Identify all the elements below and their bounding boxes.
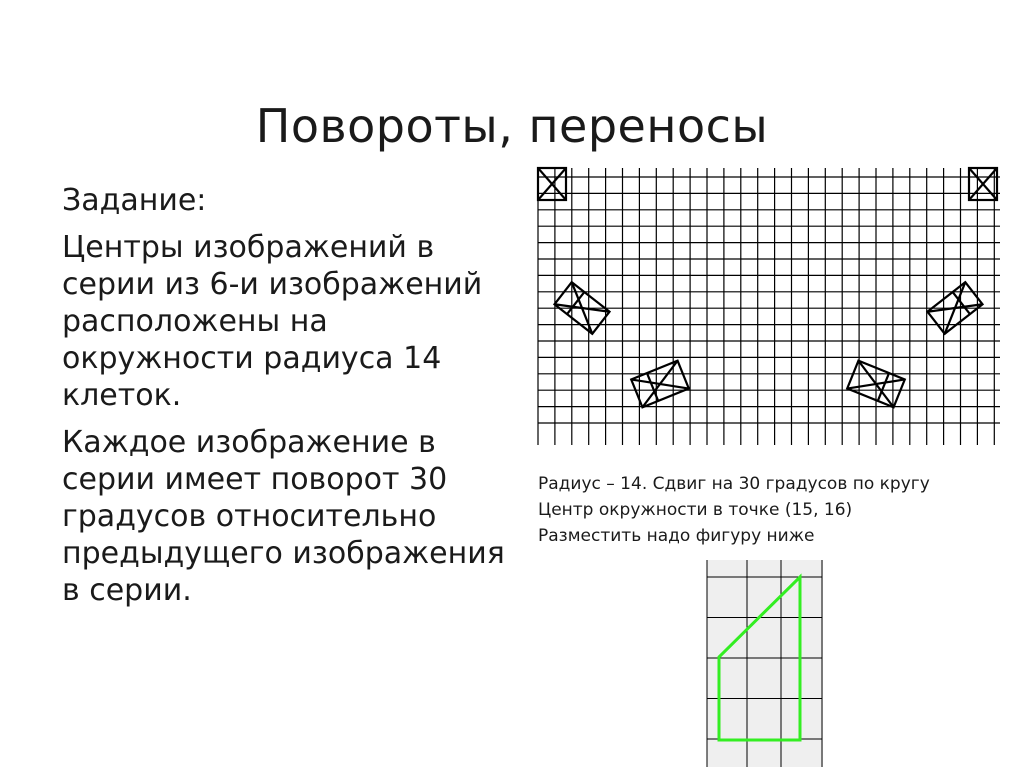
task-heading: Задание:	[62, 183, 207, 218]
figure-hourglass-left	[538, 168, 566, 200]
grid-background	[707, 560, 823, 767]
figure-hourglass-right	[969, 168, 997, 200]
task-paragraph-1: Центры изображений в серии из 6-и изображений расположены на окружности радиуса 14 клеток.	[62, 230, 483, 413]
slide-title: Повороты, переносы	[255, 98, 769, 153]
grid-lines	[538, 168, 1010, 445]
figure-rotated-right-lower	[847, 361, 905, 408]
caption-line-2: Центр окружности в точке (15, 16)	[538, 500, 853, 520]
caption-line-3: Разместить надо фигуру ниже	[538, 526, 815, 546]
target-figure-grid	[700, 560, 830, 767]
caption-line-1: Радиус – 14. Сдвиг на 30 градусов по кругу	[538, 474, 930, 494]
task-paragraph-2: Каждое изображение в серии имеет поворот 30 градусов относительно предыдущего изображения в серии.	[62, 425, 505, 608]
caption	[538, 471, 1018, 549]
rotation-grid-diagram	[530, 160, 1010, 452]
rotated-figures	[538, 168, 997, 407]
task-text	[62, 182, 522, 619]
